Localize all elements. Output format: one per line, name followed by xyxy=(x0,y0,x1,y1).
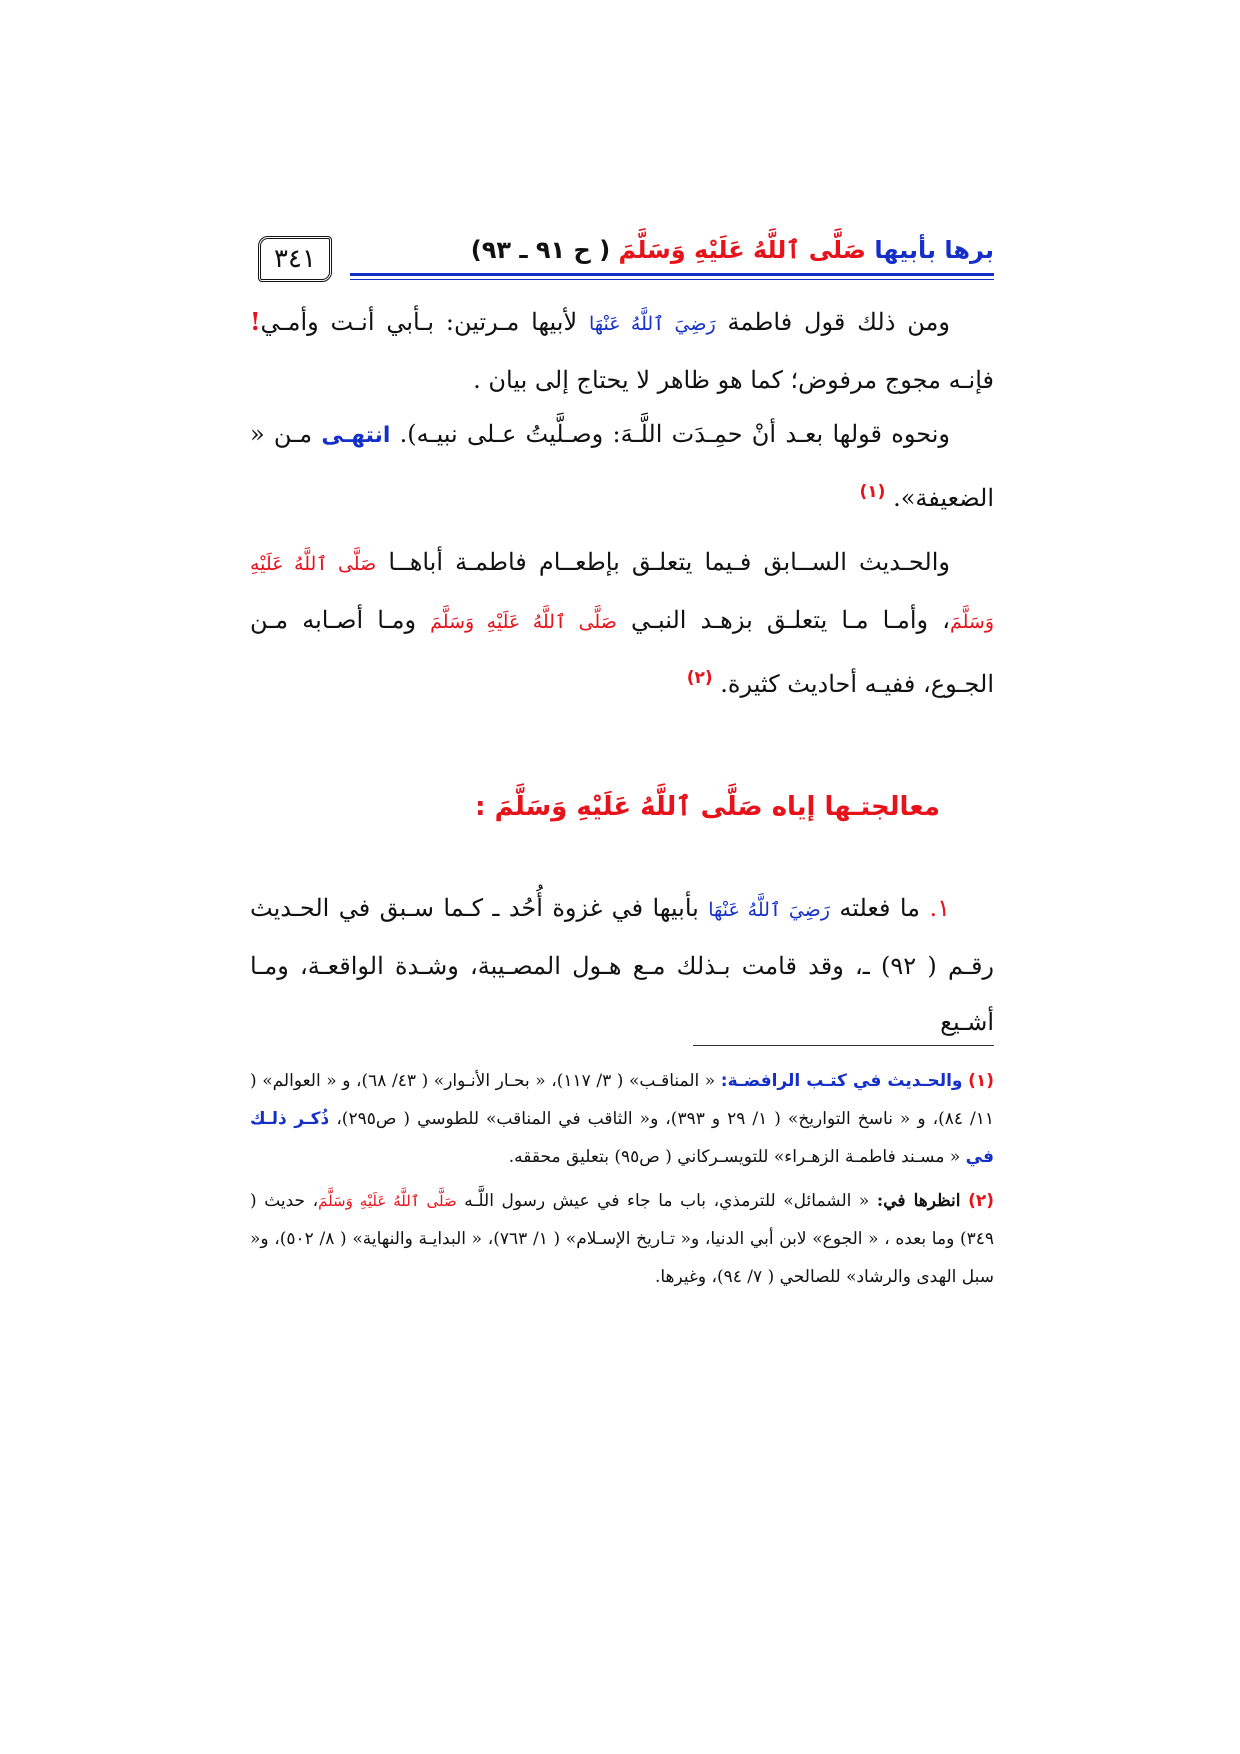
footnote-number: (٢) xyxy=(968,1191,995,1211)
item-text: ما فعلته xyxy=(839,894,921,922)
honorific: رَضِيَ ٱللَّهُ عَنْهَا xyxy=(708,899,830,921)
footnote-separator xyxy=(693,1045,994,1046)
paragraph-text: ومن ذلك قول فاطمة xyxy=(727,308,950,336)
paragraph-text: لأبيها مـرتين: بـأبي أنـت وأمـي xyxy=(260,308,578,336)
footnote-lead-2: ذُكـر ذلـك في xyxy=(250,1109,994,1167)
footnotes xyxy=(250,1062,994,1302)
footnote-lead: انظرها في: xyxy=(876,1191,961,1211)
footnote-text: « مسـند فاطمـة الزهـراء» للتويسـركاني ( ص٩٥) بتعليق محققه. xyxy=(508,1147,961,1167)
footnote-ref-1[interactable]: (١) xyxy=(859,482,886,502)
footnote-lead: والحـديث في كتـب الرافضـة: xyxy=(720,1071,963,1091)
paragraph-text: ونحوه قولها بعـد أنْ حمِـدَت اللَّـهَ: وصـلَّيتُ عـلى نبيـه). xyxy=(399,420,950,448)
section-heading xyxy=(250,792,940,822)
section-heading-text: معالجتـها إياه xyxy=(771,792,940,822)
paragraph-text: ومـا أصـابه مـن الجـوع، ففيـه أحاديث كثيرة. xyxy=(250,606,994,698)
running-title-honorific: صَلَّى ٱللَّهُ عَلَيْهِ وَسَلَّمَ xyxy=(618,236,866,264)
running-title-range: ( ح ٩١ ـ ٩٣) xyxy=(470,236,611,264)
paragraph-text: فإنـه مجوج مرفوض؛ كما هو ظاهر لا يحتاج إلى بيان . xyxy=(473,366,994,394)
header-rule-thin xyxy=(350,279,994,280)
paragraph-2 xyxy=(250,406,994,526)
item-number: ١. xyxy=(929,894,950,922)
exclamation-mark: ! xyxy=(250,307,261,336)
section-heading-colon: : xyxy=(475,792,486,822)
running-title-text: برها بأبيها xyxy=(874,236,994,264)
paragraph-text: ، وأمـا مـا يتعلـق بزهـد النبـي xyxy=(630,606,950,634)
header-rule xyxy=(350,273,994,276)
highlight-word: انتهـى xyxy=(321,423,391,448)
honorific: صَلَّى ٱللَّهُ عَلَيْهِ وَسَلَّمَ xyxy=(318,1192,457,1210)
footnote-text: ، حديث ( ٣٤٩) وما بعده ، « الجوع» لابن أبي الدنيا، و« تـاريخ الإسـلام» ( ١/ ٧٦٣)، « البدايـة والنهاية» ( ٨/ ٥٠٢)، و« سبل الهدى والرشاد» للصالحي ( ٧/ ٩٤)، وغيرها. xyxy=(250,1191,995,1287)
footnote-1 xyxy=(250,1062,994,1176)
paragraph-text: والحـديث الســابق فـيما يتعلـق بإطعــام فاطمـة أباهــا xyxy=(388,548,950,576)
footnote-text: « الشمائل» للترمذي، باب ما جاء في عيش رسول اللَّـه xyxy=(464,1191,870,1211)
paragraph-text: مـن « الضعيفة». xyxy=(250,420,994,512)
page-number: ٣٤١ xyxy=(258,236,332,282)
honorific: صَلَّى ٱللَّهُ عَلَيْهِ وَسَلَّمَ xyxy=(250,553,994,633)
honorific: صَلَّى ٱللَّهُ عَلَيْهِ وَسَلَّمَ xyxy=(430,611,617,633)
running-title xyxy=(471,236,994,264)
footnote-ref-2[interactable]: (٢) xyxy=(686,668,713,688)
footnote-2 xyxy=(250,1182,994,1296)
footnote-text: « المناقـب» ( ٣/ ١١٧)، « بحـار الأنـوار» ( ٤٣/ ٦٨)، و « العوالم» ( ١١/ ٨٤)، و « ناسخ التواريخ» ( ١/ ٢٩ و ٣٩٣)، و« الثاقب في المناقب» للطوسي ( ص٢٩٥)، xyxy=(250,1071,994,1129)
honorific: رَضِيَ ٱللَّهُ عَنْهَا xyxy=(589,313,716,335)
section-heading-honorific: صَلَّى ٱللَّهُ عَلَيْهِ وَسَلَّمَ xyxy=(494,792,763,822)
paragraph-1 xyxy=(250,294,994,408)
item-text: بأبيها في غزوة أُحُد ـ كـما سـبق في الحـديث رقـم ( ٩٢) ـ، وقد قامت بـذلك مـع هـول المصـيبة، وشـدة الواقعـة، ومـا أشـيع xyxy=(250,894,995,1036)
footnote-number: (١) xyxy=(968,1071,995,1091)
numbered-item-1 xyxy=(250,880,994,1050)
page-header xyxy=(258,230,994,280)
paragraph-3 xyxy=(250,534,994,712)
